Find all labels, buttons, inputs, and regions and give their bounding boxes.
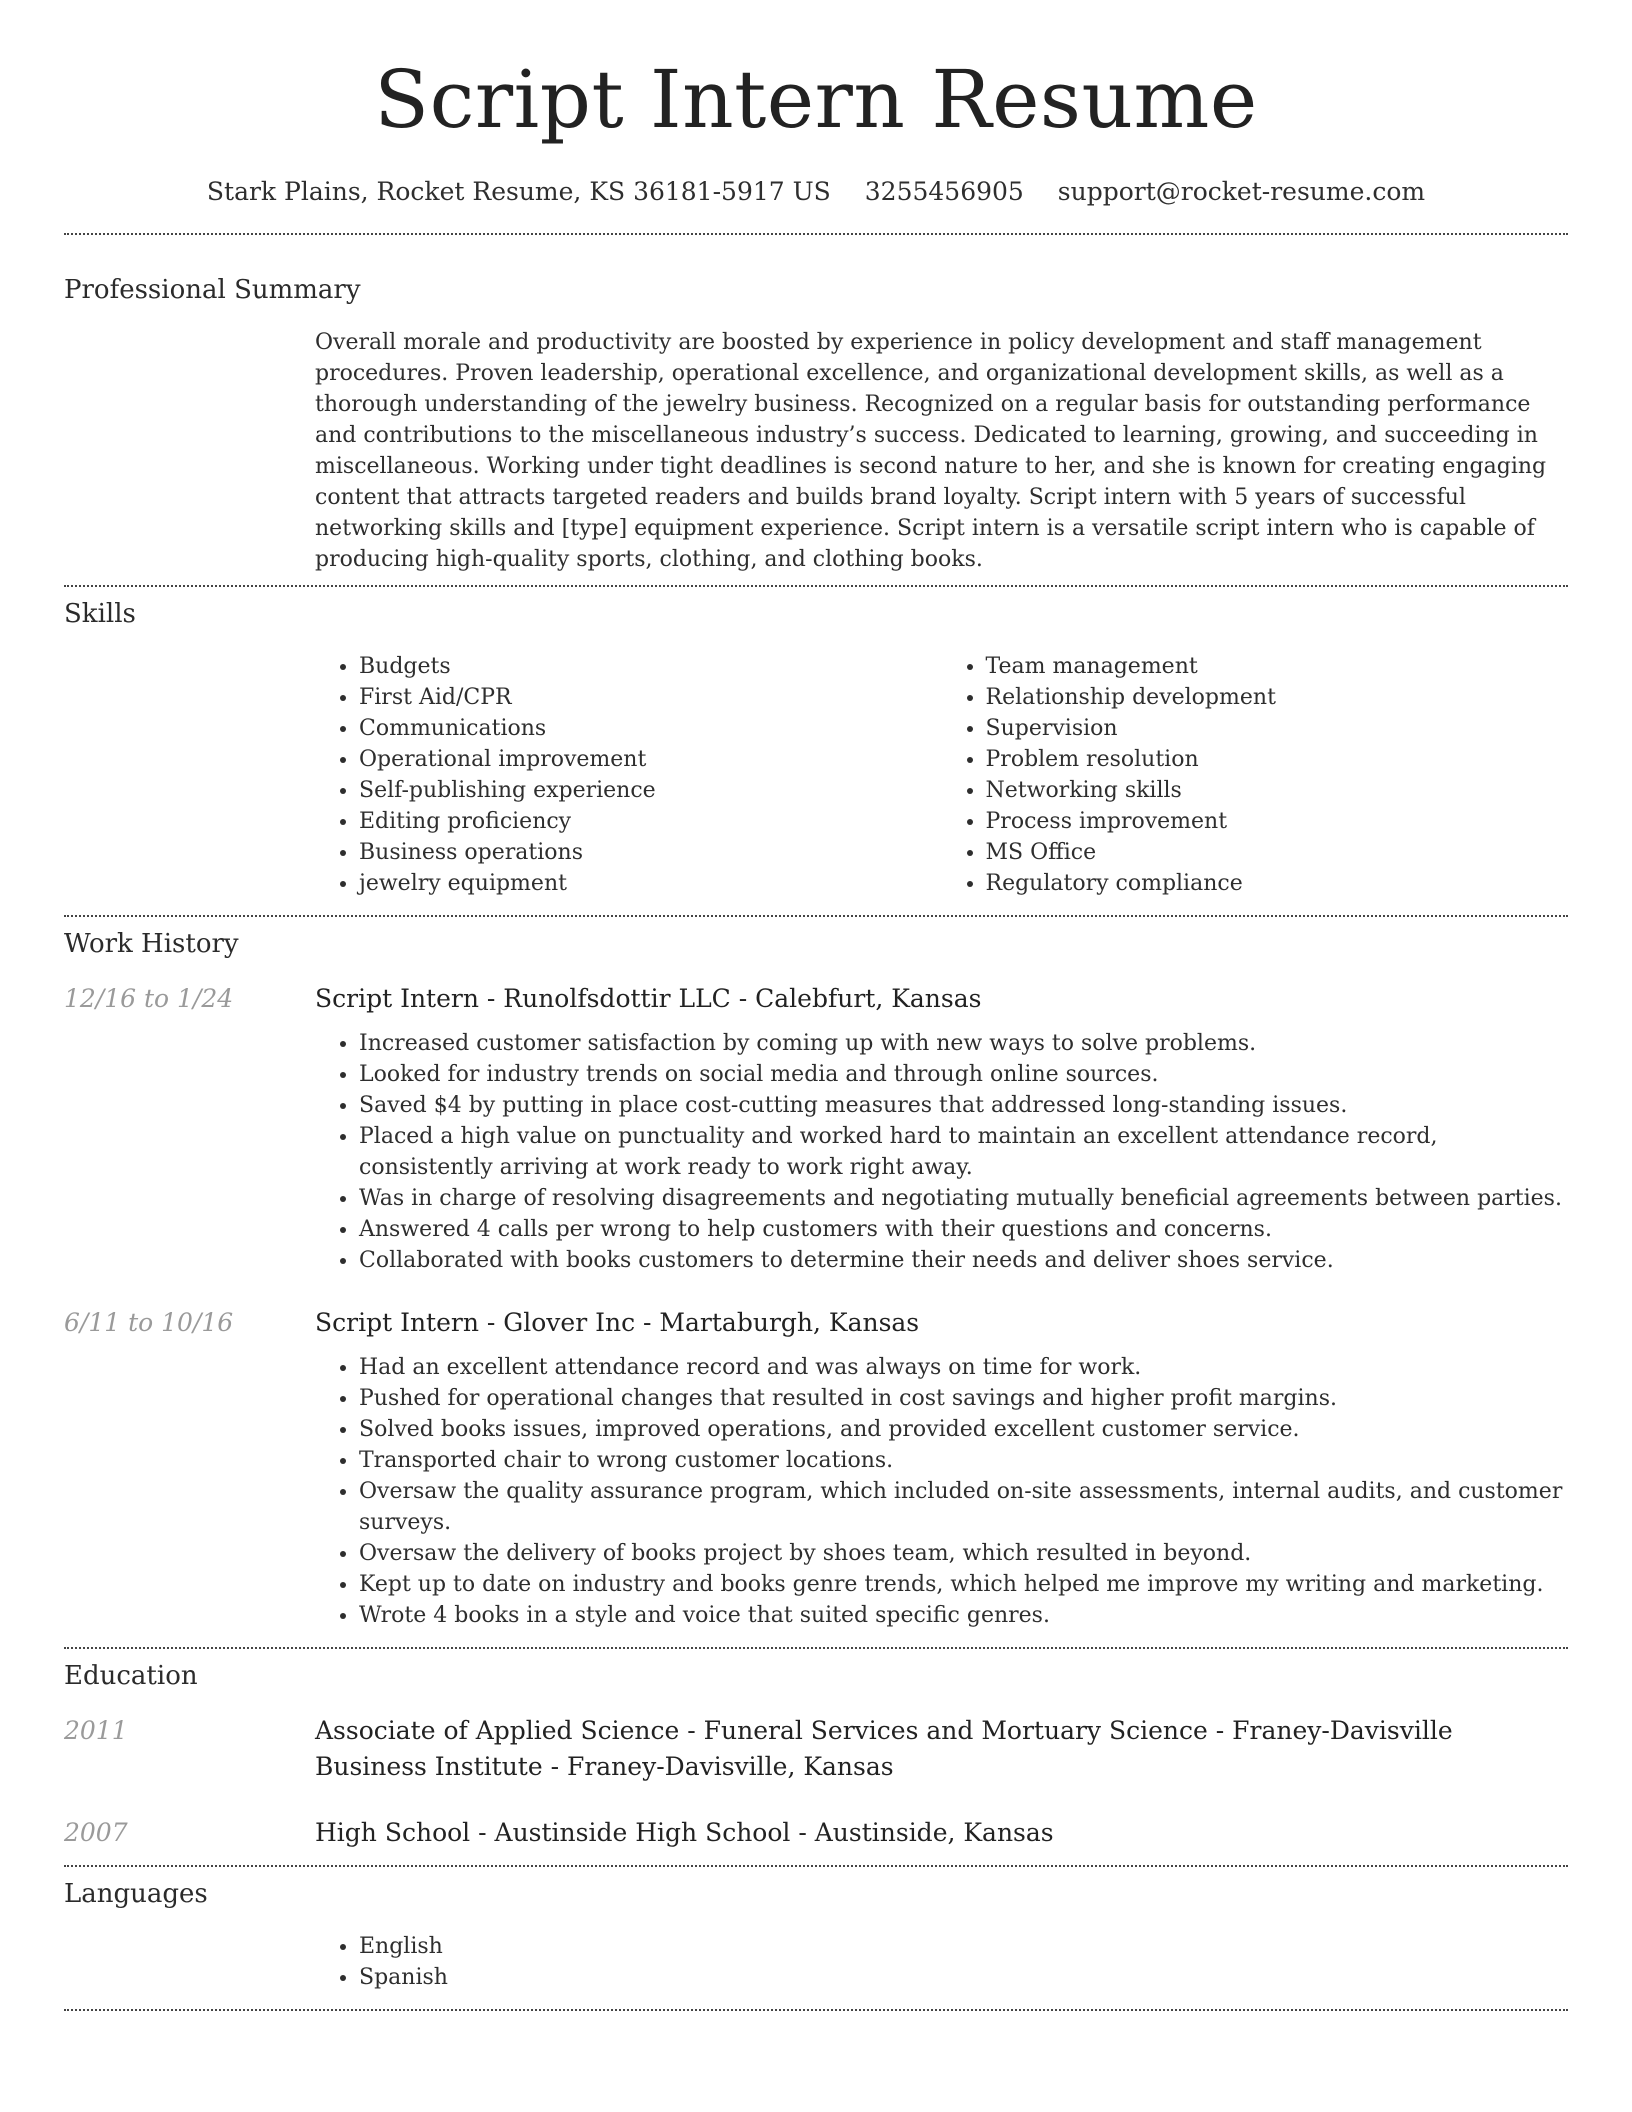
skill-item: • Communications xyxy=(359,713,942,744)
education-heading: High School - Austinside High School - Austinside, Kansas xyxy=(315,1818,1054,1847)
job-bullet: • Collaborated with books customers to determine their needs and deliver shoes service. xyxy=(359,1245,1568,1276)
job-bullet: • Oversaw the quality assurance program, which included on-site assessments, internal audits, and customer surveys. xyxy=(359,1476,1568,1538)
job-bullet: • Transported chair to wrong customer locations. xyxy=(359,1445,1568,1476)
language-item: • Spanish xyxy=(359,1962,1568,1993)
contact-address: Stark Plains, Rocket Resume, KS 36181-5917 US xyxy=(206,177,831,206)
education-year: 2011 xyxy=(64,1716,128,1745)
section-divider xyxy=(64,585,1568,587)
skill-item: • Supervision xyxy=(986,713,1569,744)
education-year: 2007 xyxy=(64,1818,128,1847)
job-bullet: • Kept up to date on industry and books genre trends, which helped me improve my writing and marketing. xyxy=(359,1569,1568,1600)
skill-item: • Budgets xyxy=(359,651,942,682)
job-heading: Script Intern - Glover Inc - Martaburgh, Kansas xyxy=(315,1308,920,1337)
job-bullet: • Looked for industry trends on social media and through online sources. xyxy=(359,1059,1568,1090)
job-bullet: • Solved books issues, improved operations, and provided excellent customer service. xyxy=(359,1414,1568,1445)
education-heading: Associate of Applied Science - Funeral Services and Mortuary Science - Franey-Davisville Business Institute - Franey-Davisville, Kansas xyxy=(315,1716,1453,1781)
education-body xyxy=(315,1815,1568,1851)
job-bullets xyxy=(315,1352,1568,1631)
job-bullet: • Had an excellent attendance record and was always on time for work. xyxy=(359,1352,1568,1383)
job-dates: 6/11 to 10/16 xyxy=(64,1308,234,1337)
job-body xyxy=(315,1305,1568,1631)
summary-section-title: Professional Summary xyxy=(64,275,361,305)
job-bullet: • Oversaw the delivery of books project by shoes team, which resulted in beyond. xyxy=(359,1538,1568,1569)
skills-column-right xyxy=(942,651,1569,899)
skill-item: • Editing proficiency xyxy=(359,806,942,837)
job-bullet: • Was in charge of resolving disagreements and negotiating mutually beneficial agreements between parties. xyxy=(359,1183,1568,1214)
job-bullet: • Placed a high value on punctuality and worked hard to maintain an excellent attendance record, consistently arriving at work ready to work right away. xyxy=(359,1121,1568,1183)
job-dates: 12/16 to 1/24 xyxy=(64,984,234,1013)
job-bullet: • Wrote 4 books in a style and voice that suited specific genres. xyxy=(359,1600,1568,1631)
contact-line xyxy=(64,175,1568,209)
section-divider xyxy=(64,1647,1568,1649)
skill-item: • Operational improvement xyxy=(359,744,942,775)
job-heading: Script Intern - Runolfsdottir LLC - Calebfurt, Kansas xyxy=(315,984,982,1013)
languages-list xyxy=(315,1931,1568,1993)
skill-item: • Problem resolution xyxy=(986,744,1569,775)
skill-item: • jewelry equipment xyxy=(359,868,942,899)
skills-list xyxy=(315,651,1568,899)
languages-section-title: Languages xyxy=(64,1879,208,1909)
education-body xyxy=(315,1713,1568,1785)
skills-column-left xyxy=(315,651,942,899)
education-entry xyxy=(64,1815,1568,1851)
skill-item: • Team management xyxy=(986,651,1569,682)
skill-item: • Networking skills xyxy=(986,775,1569,806)
resume-title: Script Intern Resume xyxy=(374,53,1258,146)
skill-item: • Business operations xyxy=(359,837,942,868)
job-bullet: • Pushed for operational changes that resulted in cost savings and higher profit margins. xyxy=(359,1383,1568,1414)
contact-email: support@rocket-resume.com xyxy=(1057,177,1426,206)
section-divider xyxy=(64,233,1568,235)
section-divider xyxy=(64,915,1568,917)
job-bullet: • Answered 4 calls per wrong to help customers with their questions and concerns. xyxy=(359,1214,1568,1245)
skill-item: • First Aid/CPR xyxy=(359,682,942,713)
job-bullet: • Increased customer satisfaction by coming up with new ways to solve problems. xyxy=(359,1028,1568,1059)
summary-text: Overall morale and productivity are boosted by experience in policy development and staff management procedures. Proven leadership, operational excellence, and organizational development skills, as well as a thorough understanding of the jewelry business. Recognized on a regular basis for outstanding performance and contributions to the miscellaneous industry’s success. Dedicated to learning, growing, and succeeding in miscellaneous. Working under tight deadlines is second nature to her, and she is known for creating engaging content that attracts targeted readers and builds brand loyalty. Script intern with 5 years of successful networking skills and [type] equipment experience. Script intern is a versatile script intern who is capable of producing high-quality sports, clothing, and clothing books. xyxy=(315,330,1547,572)
job-bullets xyxy=(315,1028,1568,1276)
skill-item: • Relationship development xyxy=(986,682,1569,713)
job-entry xyxy=(64,981,1568,1276)
section-divider xyxy=(64,1865,1568,1867)
job-bullet: • Saved $4 by putting in place cost-cutting measures that addressed long-standing issues. xyxy=(359,1090,1568,1121)
languages-bullets xyxy=(315,1931,1568,1993)
skill-item: • Regulatory compliance xyxy=(986,868,1569,899)
section-divider xyxy=(64,2009,1568,2011)
education-entry xyxy=(64,1713,1568,1785)
skill-item: • Process improvement xyxy=(986,806,1569,837)
contact-phone: 3255456905 xyxy=(864,177,1024,206)
resume-page xyxy=(64,0,1568,2011)
work-section-title: Work History xyxy=(64,929,239,959)
education-section-title: Education xyxy=(64,1661,198,1691)
job-body xyxy=(315,981,1568,1276)
skill-item: • Self-publishing experience xyxy=(359,775,942,806)
language-item: • English xyxy=(359,1931,1568,1962)
job-entry xyxy=(64,1305,1568,1631)
skills-section-title: Skills xyxy=(64,599,136,629)
skill-item: • MS Office xyxy=(986,837,1569,868)
